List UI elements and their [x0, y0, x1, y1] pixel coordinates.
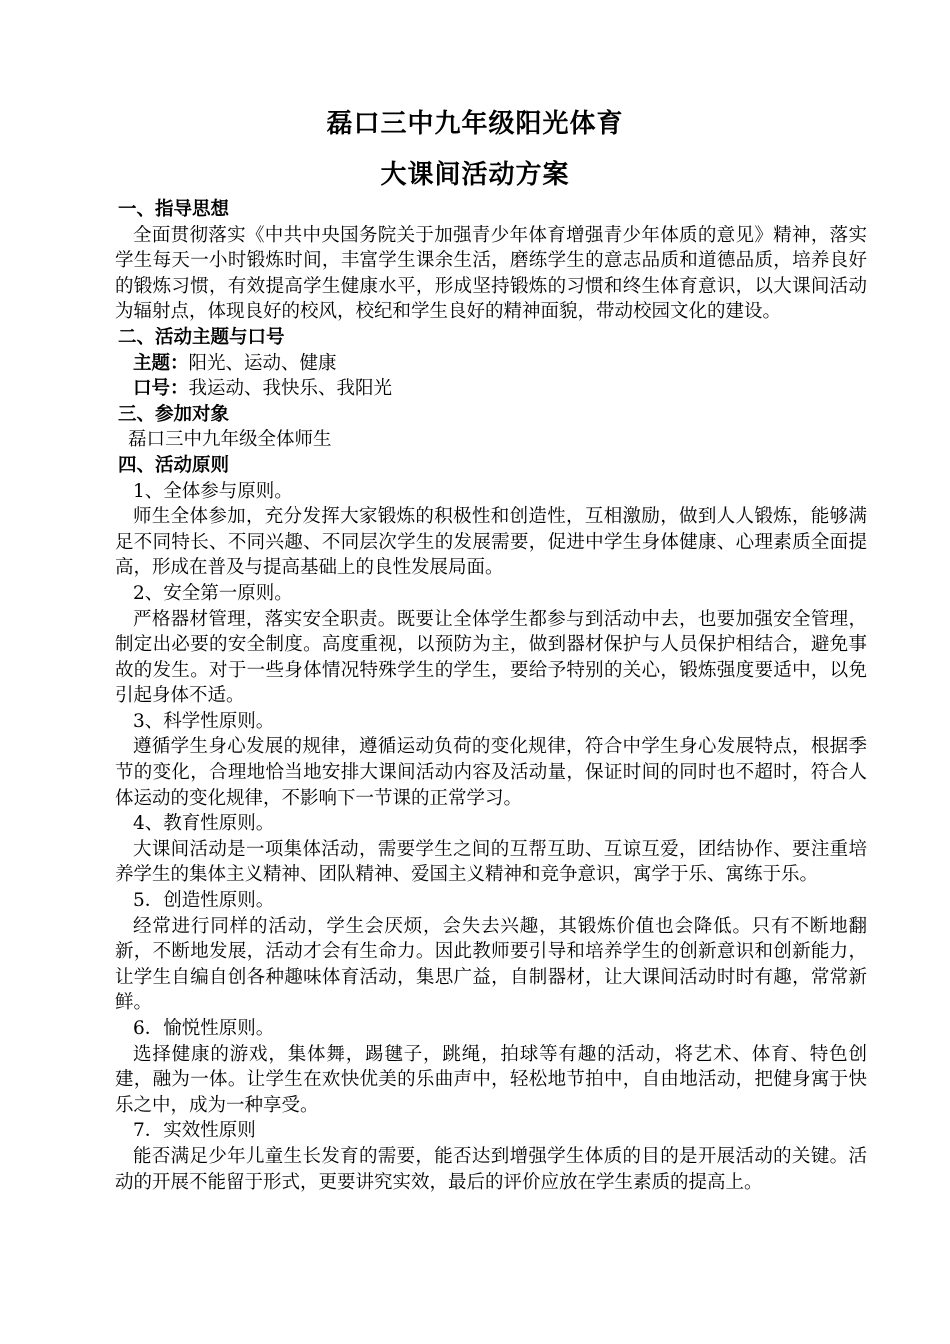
document-subtitle: 大课间活动方案 — [380, 160, 570, 190]
section-heading-principles: 四、活动原则 — [118, 454, 230, 476]
theme-label: 主题： — [133, 352, 189, 374]
principle-title: 3、科学性原则。 — [133, 710, 275, 732]
principle-body: 师生全体参加，充分发挥大家锻炼的积极性和创造性，互相激励，做到人人锻炼，能够满足不同特长、不同兴趣、不同层次学生的发展需要，促进中学生身体健康、心理素质全面提高，形成在普及与提高基础上的良性发展局面。 — [115, 506, 867, 579]
principle-title: 5．创造性原则。 — [133, 890, 275, 912]
principle-body: 经常进行同样的活动，学生会厌烦，会失去兴趣，其锻炼价值也会降低。只有不断地翻新，不断地发展，活动才会有生命力。因此教师要引导和培养学生的创新意识和创新能力，让学生自编自创各种趣味体育活动，集思广益，自制器材，让大课间活动时时有趣，常常新鲜。 — [115, 915, 867, 1014]
guiding-thought-paragraph: 全面贯彻落实《中共中央国务院关于加强青少年体育增强青少年体质的意见》精神，落实学生每天一小时锻炼时间，丰富学生课余生活，磨练学生的意志品质和道德品质，培养良好的锻炼习惯，有效提高学生健康水平，形成坚持锻炼的习惯和终生体育意识，以大课间活动为辐射点，体现良好的校风，校纪和学生良好的精神面貌，带动校园文化的建设。 — [115, 224, 867, 323]
document-body — [115, 197, 867, 1195]
slogan-value: 我运动、我快乐、我阳光 — [188, 378, 393, 400]
principle-title: 2、安全第一原则。 — [133, 582, 293, 604]
principle-body: 严格器材管理，落实安全职责。既要让全体学生都参与到活动中去，也要加强安全管理，制定出必要的安全制度。高度重视，以预防为主，做到器材保护与人员保护相结合，避免事故的发生。对于一些身体情况特殊学生的学生，要给予特别的关心，锻炼强度要适中，以免引起身体不适。 — [115, 608, 867, 707]
principle-title: 4、教育性原则。 — [133, 813, 275, 835]
document-title: 磊口三中九年级阳光体育 — [326, 109, 624, 139]
principle-body: 遵循学生身心发展的规律，遵循运动负荷的变化规律，符合中学生身心发展特点，根据季节的变化，合理地恰当地安排大课间活动内容及活动量，保证时间的同时也不超时，符合人体运动的变化规律，不影响下一节课的正常学习。 — [115, 736, 867, 809]
principle-title: 6．愉悦性原则。 — [133, 1018, 275, 1039]
participants-text: 磊口三中九年级全体师生 — [128, 429, 332, 451]
section-heading-participants: 三、参加对象 — [118, 403, 230, 425]
principle-title: 1、全体参与原则。 — [133, 480, 293, 502]
slogan-line — [115, 376, 867, 402]
section-heading-theme-slogan: 二、活动主题与口号 — [118, 326, 285, 348]
theme-value: 阳光、运动、健康 — [188, 352, 337, 374]
principle-body: 大课间活动是一项集体活动，需要学生之间的互帮互助、互谅互爱，团结协作、要注重培养学生的集体主义精神、团队精神、爱国主义精神和竞争意识，寓学于乐、寓练于乐。 — [115, 838, 867, 886]
section-heading-guiding-thought: 一、指导思想 — [118, 199, 230, 220]
theme-line — [115, 351, 867, 377]
slogan-label: 口号： — [133, 378, 189, 400]
principle-body: 选择健康的游戏，集体舞，踢毽子，跳绳，拍球等有趣的活动，将艺术、体育、特色创建，融为一体。让学生在欢快优美的乐曲声中，轻松地节拍中，自由地活动，把健身寓于快乐之中，成为一种享受。 — [115, 1043, 867, 1116]
principle-body: 能否满足少年儿童生长发育的需要，能否达到增强学生体质的目的是开展活动的关键。活动的开展不能留于形式，更要讲究实效，最后的评价应放在学生素质的提高上。 — [115, 1145, 867, 1193]
principle-title: 7．实效性原则 — [133, 1120, 256, 1142]
